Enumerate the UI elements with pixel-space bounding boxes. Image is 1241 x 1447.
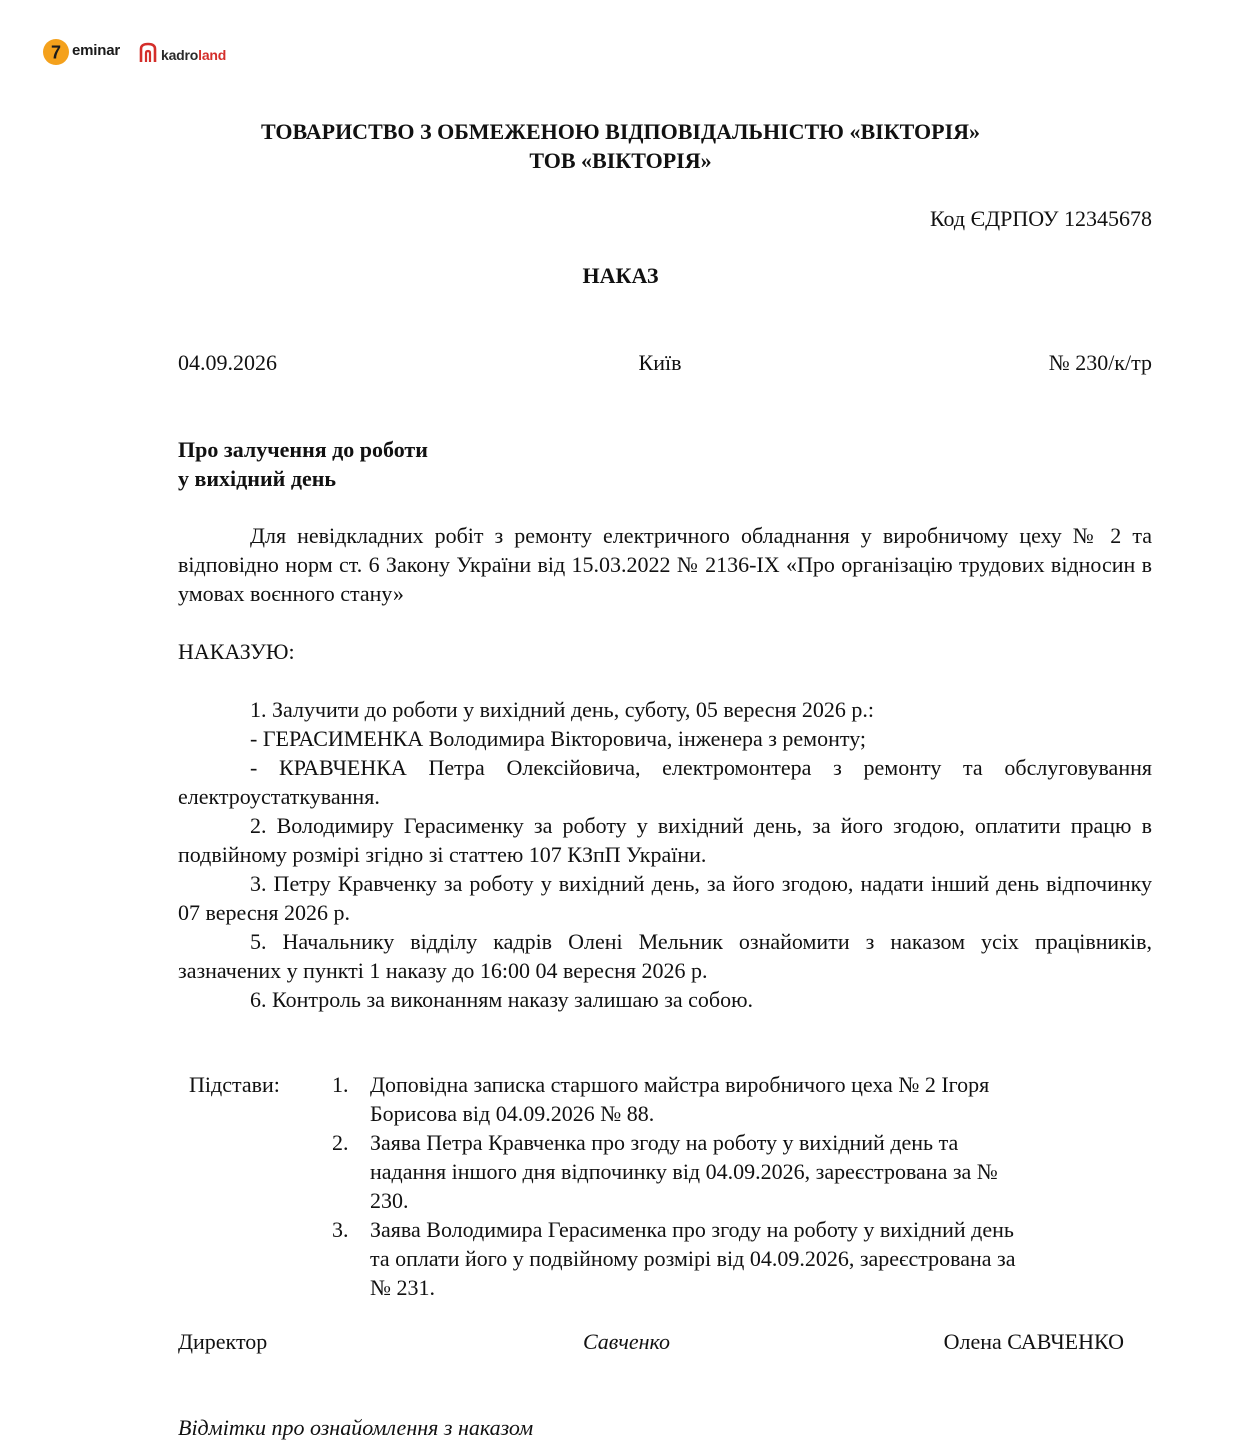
kadroland-logo-icon: [138, 42, 158, 64]
document-date: 04.09.2026: [178, 350, 277, 375]
order-item-6-text: 6. Контроль за виконанням наказу залишаю за собою.: [250, 987, 754, 1012]
preamble-text: Для невідкладних робіт з ремонту електричного обладнання у виробничому цеху № 2 та відповідно норм ст. 6 Закону України від 15.03.2022 № 2136-IX «Про організацію трудових відносин в умовах воєнного стану»: [178, 523, 1152, 606]
kadroland-logo-text-part2: land: [198, 47, 227, 63]
order-item-1: [178, 695, 1152, 724]
order-item-1-employee-b: [178, 753, 1152, 811]
order-item-3: [178, 869, 1152, 927]
grounds-item-2-line-2: надання іншого дня відпочинку від 04.09.2026, зареєстрована за №: [370, 1159, 998, 1184]
grounds-item-3-line-2: та оплати його у подвійному розмірі від 04.09.2026, зареєстрована за: [370, 1246, 1016, 1271]
order-item-1-employee-a: [178, 724, 1152, 753]
grounds-item-2-line-3: 230.: [370, 1188, 409, 1213]
kadroland-logo-text-part1: kadro: [161, 47, 199, 63]
logos-area: [42, 38, 302, 68]
signature: Савченко: [582, 1329, 670, 1354]
seminar-logo-icon: [42, 38, 70, 66]
grounds-item-2-number: 2.: [332, 1130, 349, 1155]
grounds-item-2-line-1: Заява Петра Кравченка про згоду на роботу у вихідний день та: [370, 1130, 959, 1155]
company-full-name: ТОВАРИСТВО З ОБМЕЖЕНОЮ ВІДПОВІДАЛЬНІСТЮ «ВІКТОРІЯ»: [260, 119, 981, 144]
document-number: № 230/к/тр: [1048, 350, 1152, 375]
kadroland-logo-text: [161, 47, 226, 63]
edrpou-code: Код ЄДРПОУ 12345678: [929, 206, 1152, 231]
grounds-item-3-line-1: Заява Володимира Герасименка про згоду на роботу у вихідний день: [370, 1217, 1014, 1242]
order-item-1-employee-a-text: - ГЕРАСИМЕНКА Володимира Вікторовича, інженера з ремонту;: [250, 726, 867, 751]
grounds-label: Підстави:: [189, 1072, 280, 1097]
document-city: Київ: [638, 350, 682, 375]
order-item-2-text: 2. Володимиру Герасименку за роботу у вихідний день, за його згодою, оплатити працю в подвійному розмірі згідно зі статтею 107 КЗпП України.: [178, 813, 1152, 867]
svg-text:7: 7: [50, 42, 62, 63]
order-item-2: [178, 811, 1152, 869]
grounds-item-1-line-1: Доповідна записка старшого майстра виробничого цеха № 2 Ігоря: [370, 1072, 990, 1097]
signatory-position: Директор: [178, 1329, 268, 1354]
subject-line-1: Про залучення до роботи: [178, 437, 428, 462]
order-item-3-text: 3. Петру Кравченку за роботу у вихідний день, за його згодою, надати інший день відпочинку 07 вересня 2026 р.: [178, 871, 1152, 925]
grounds-item-3-line-3: № 231.: [370, 1275, 435, 1300]
grounds-item-1-number: 1.: [332, 1072, 349, 1097]
preamble-paragraph: [178, 521, 1152, 608]
seminar-logo-text: eminar: [72, 42, 120, 59]
signatory-name: Олена САВЧЕНКО: [943, 1329, 1124, 1354]
order-word: НАКАЗУЮ:: [178, 639, 295, 664]
acquaintance-note: Відмітки про ознайомлення з наказом: [178, 1415, 534, 1440]
company-short-name: ТОВ «ВІКТОРІЯ»: [529, 148, 712, 173]
order-item-1-text: 1. Залучити до роботи у вихідний день, суботу, 05 вересня 2026 р.:: [250, 697, 875, 722]
order-item-5-text: 5. Начальнику відділу кадрів Олені Мельник ознайомити з наказом усіх працівників, зазначених у пункті 1 наказу до 16:00 04 вересня 2026 р.: [178, 929, 1152, 983]
grounds-item-3-number: 3.: [332, 1217, 349, 1242]
order-item-5: [178, 927, 1152, 985]
document-title: НАКАЗ: [582, 263, 659, 288]
subject-line-2: у вихідний день: [178, 466, 337, 491]
order-item-1-employee-b-text: - КРАВЧЕНКА Петра Олексійовича, електромонтера з ремонту та обслуговування електроустаткування.: [178, 755, 1152, 809]
order-item-6: [178, 985, 1152, 1014]
grounds-item-1-line-2: Борисова від 04.09.2026 № 88.: [370, 1101, 655, 1126]
